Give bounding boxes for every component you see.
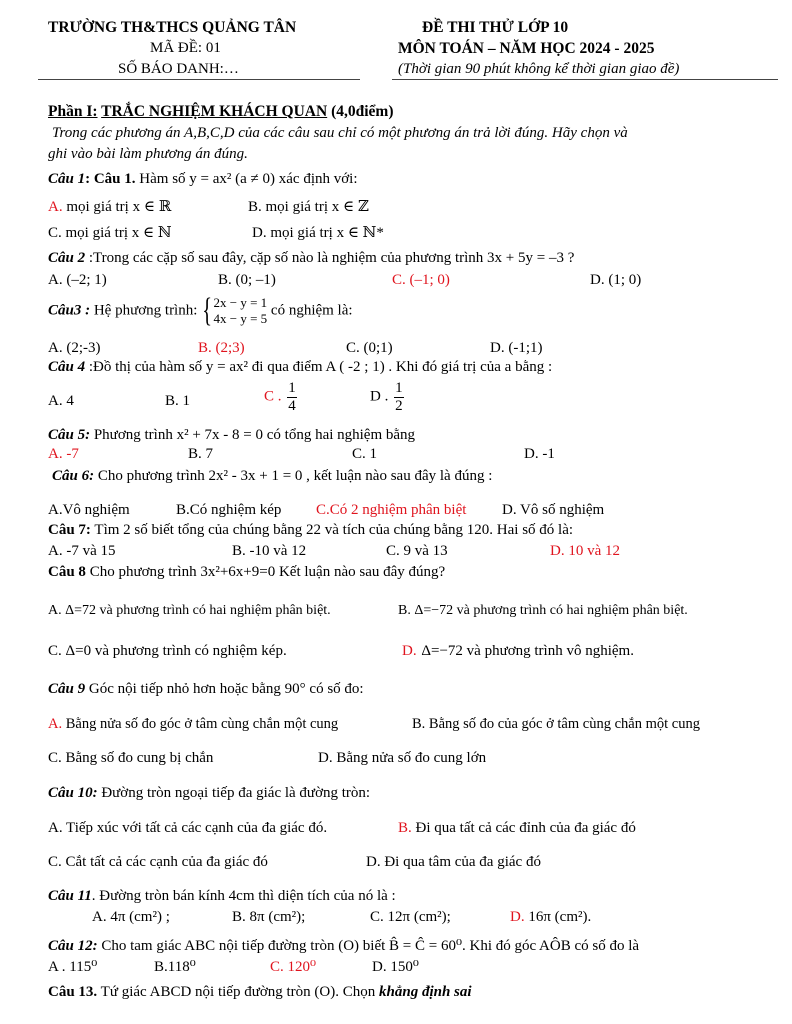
q7-option-c: C. 9 và 13 [386, 543, 448, 559]
question-7 [48, 522, 573, 539]
q13-label: Câu 13. [48, 984, 98, 1000]
q10-option-d: D. Đi qua tâm của đa giác đó [366, 854, 541, 870]
q2-option-a: A. (–2; 1) [48, 272, 107, 288]
q3-option-d: D. (-1;1) [490, 340, 543, 356]
q5-option-b: B. 7 [188, 446, 214, 462]
question-8 [48, 564, 445, 581]
q9-option-c: C. Bằng số đo cung bị chắn [48, 750, 214, 766]
q10-stem: Đường tròn ngoại tiếp đa giác là đường tròn: [97, 785, 371, 801]
q8-label: Câu 8 [48, 564, 86, 580]
q4-c-denominator: 4 [288, 397, 296, 414]
question-3 [48, 294, 353, 328]
q6-label: Câu 6: [52, 468, 95, 484]
q3-tail: có nghiệm là: [267, 302, 353, 319]
q4-option-b: B. 1 [165, 393, 191, 409]
q4-c-numerator: 1 [288, 380, 296, 396]
question-6 [52, 468, 492, 485]
q11-option-d: D. 16π (cm²). [510, 909, 592, 925]
q11-option-b: B. 8π (cm²); [232, 909, 306, 925]
part-label: Phần I: [48, 103, 98, 120]
q11-label: Câu 11 [48, 888, 92, 904]
q7-option-a: A. -7 và 15 [48, 543, 116, 559]
q11-option-a: A. 4π (cm²) ; [92, 909, 170, 925]
question-10 [48, 785, 370, 802]
question-12 [48, 938, 639, 955]
q2-option-d: D. (1; 0) [590, 272, 642, 288]
q13-stem: Tứ giác ABCD nội tiếp đường tròn (O). Chọn [97, 984, 380, 1000]
equation-2: 4x − y = 5 [213, 311, 268, 326]
q12-option-c: C. 120⁰ [270, 959, 317, 975]
question-11 [48, 888, 396, 905]
q4-d-denominator: 2 [395, 397, 403, 414]
q4-option-d: D . $\frac{1}{2}$ [370, 380, 403, 414]
q6-option-c: C.Có 2 nghiệm phân biệt [316, 502, 467, 518]
q5-option-d: D. -1 [524, 446, 555, 462]
q7-stem: Tìm 2 số biết tổng của chúng bằng 22 và tích của chúng bằng 120. Hai số đó là: [90, 522, 574, 538]
q6-option-d: D. Vô số nghiệm [502, 502, 605, 518]
school-name: TRƯỜNG TH&THCS QUẢNG TÂN [48, 19, 297, 36]
q1-option-a: A. mọi giá trị x ∈ ℝ [48, 199, 172, 215]
part-heading [48, 103, 393, 121]
q3-option-a: A. (2;-3) [48, 340, 101, 356]
q5-stem: Phương trình x² + 7x - 8 = 0 có tổng hai nghiệm bằng [90, 427, 416, 443]
header-divider-right [392, 79, 778, 80]
q8-option-a: A. Δ=72 và phương trình có hai nghiệm phân biệt. [48, 603, 331, 618]
q12-option-d: D. 150⁰ [372, 959, 419, 975]
instruction-line-2: ghi vào bài làm phương án đúng. [48, 146, 248, 162]
q13-emphasis: khẳng định sai [379, 984, 472, 1000]
system-brace: { [202, 292, 213, 329]
q12-label: Câu 12: [48, 938, 98, 954]
q4-stem: :Đồ thị của hàm số y = ax² đi qua điểm A ( -2 ; 1) . Khi đó giá trị của a bằng : [85, 359, 553, 375]
q11-option-c: C. 12π (cm²); [370, 909, 451, 925]
instruction-line-1: Trong các phương án A,B,C,D của các câu sau chỉ có một phương án trả lời đúng. Hãy chọn và [52, 125, 628, 141]
question-2 [48, 250, 574, 267]
q3-label: Câu3 : [48, 302, 91, 319]
q10-option-a: A. Tiếp xúc với tất cả các cạnh của đa giác đó. [48, 820, 328, 836]
q9-option-b: B. Bằng số đo của góc ở tâm cùng chắn một cung [412, 716, 700, 732]
q7-label: Câu 7: [48, 522, 91, 538]
q8-stem: Cho phương trình 3x²+6x+9=0 Kết luận nào sau đây đúng? [85, 564, 446, 580]
q6-option-b: B.Có nghiệm kép [176, 502, 282, 518]
q6-stem: Cho phương trình 2x² - 3x + 1 = 0 , kết luận nào sau đây là đúng : [94, 468, 493, 484]
q12-option-a: A . 115⁰ [48, 959, 98, 975]
q10-option-c: C. Cắt tất cả các cạnh của đa giác đó [48, 854, 268, 870]
part-points: (4,0điểm) [327, 103, 394, 120]
q1-stem: Hàm số y = ax² (a ≠ 0) xác định với: [135, 171, 358, 187]
question-1 [48, 171, 358, 188]
exam-title: ĐỀ THI THỬ LỚP 10 [422, 19, 569, 36]
candidate-number: SỐ BÁO DANH:… [118, 61, 239, 77]
exam-duration: (Thời gian 90 phút không kể thời gian giao đề) [398, 61, 680, 77]
equation-1: 2x − y = 1 [213, 295, 268, 311]
q1-option-b: B. mọi giá trị x ∈ ℤ [248, 199, 369, 215]
question-13 [48, 984, 472, 1001]
q2-option-c: C. (–1; 0) [392, 272, 450, 288]
q1-option-d: D. mọi giá trị x ∈ ℕ* [252, 225, 384, 241]
q1-label2: : Câu 1. [85, 171, 136, 187]
q10-option-b: B. Đi qua tất cả các đỉnh của đa giác đó [398, 820, 636, 836]
q9-label: Câu 9 [48, 681, 86, 697]
header-divider-left [38, 79, 360, 80]
part-title: TRẮC NGHIỆM KHÁCH QUAN [101, 103, 328, 120]
question-4 [48, 359, 552, 376]
q8-option-b: B. Δ=−72 và phương trình có hai nghiệm phân biệt. [398, 603, 688, 618]
question-9 [48, 681, 364, 698]
q3-stem: Hệ phương trình: [90, 302, 198, 319]
q1-option-c: C. mọi giá trị x ∈ ℕ [48, 225, 172, 241]
q9-stem: Góc nội tiếp nhỏ hơn hoặc bằng 90° có số đo: [85, 681, 364, 697]
q6-option-a: A.Vô nghiệm [48, 502, 130, 518]
q1-label: Câu 1 [48, 171, 86, 187]
equation-system [213, 295, 267, 326]
q3-option-b: B. (2;3) [198, 340, 245, 356]
q5-label: Câu 5: [48, 427, 91, 443]
q5-option-c: C. 1 [352, 446, 378, 462]
q4-option-a: A. 4 [48, 393, 74, 409]
q2-label: Câu 2 [48, 250, 86, 266]
q7-option-b: B. -10 và 12 [232, 543, 307, 559]
q10-label: Câu 10: [48, 785, 98, 801]
q9-option-a: A. Bằng nửa số đo góc ở tâm cùng chắn một cung [48, 716, 339, 732]
q11-stem: . Đường tròn bán kính 4cm thì diện tích của nó là : [91, 888, 396, 904]
q2-option-b: B. (0; –1) [218, 272, 276, 288]
q4-d-numerator: 1 [395, 380, 403, 396]
q8-option-d: D. Δ=−72 và phương trình vô nghiệm. [402, 643, 634, 659]
q12-stem: Cho tam giác ABC nội tiếp đường tròn (O) biết B̂ = Ĉ = 60⁰. Khi đó góc AÔB có số đo là [97, 938, 640, 954]
q4-option-c: C . $\frac{1}{4}$ [264, 380, 296, 414]
exam-subject: MÔN TOÁN – NĂM HỌC 2024 - 2025 [398, 40, 655, 57]
question-5 [48, 427, 415, 444]
q3-option-c: C. (0;1) [346, 340, 393, 356]
q9-option-d: D. Bằng nửa số đo cung lớn [318, 750, 487, 766]
q7-option-d: D. 10 và 12 [550, 543, 620, 559]
q2-stem: :Trong các cặp số sau đây, cặp số nào là nghiệm của phương trình 3x + 5y = –3 ? [85, 250, 575, 266]
exam-code: MÃ ĐỀ: 01 [150, 40, 221, 56]
q5-option-a: A. -7 [48, 446, 79, 462]
q4-label: Câu 4 [48, 359, 86, 375]
q12-option-b: B.118⁰ [154, 959, 196, 975]
q8-option-c: C. Δ=0 và phương trình có nghiệm kép. [48, 643, 287, 659]
